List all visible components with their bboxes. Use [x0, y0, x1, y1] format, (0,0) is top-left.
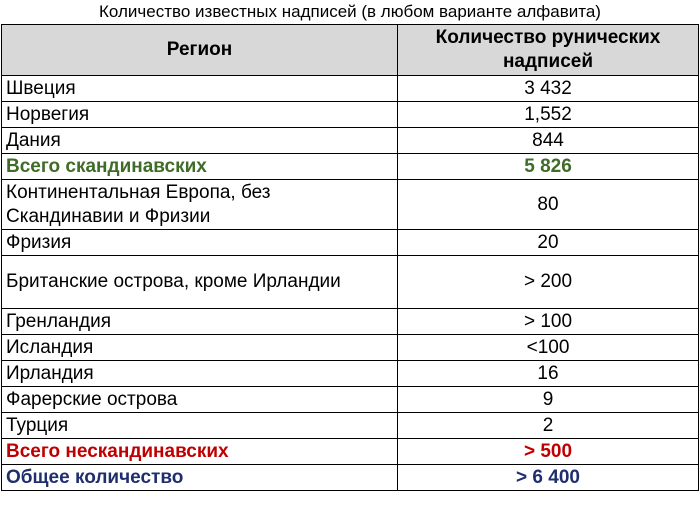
- count-cell: <100: [398, 335, 699, 361]
- table-row: [2, 361, 699, 387]
- region-cell: Континентальная Европа, без Скандинавии и Фризии: [2, 180, 398, 230]
- region-cell: Дания: [2, 128, 398, 154]
- table-row: [2, 76, 699, 102]
- count-cell: 844: [398, 128, 699, 154]
- table-row-total-scandinavian: [2, 154, 699, 180]
- count-cell: 16: [398, 361, 699, 387]
- table-row: [2, 128, 699, 154]
- region-cell: Ирландия: [2, 361, 398, 387]
- count-cell: > 100: [398, 309, 699, 335]
- table-row-total-nonscandinavian: [2, 439, 699, 465]
- table-row: [2, 387, 699, 413]
- region-column-header: Регион: [2, 25, 398, 76]
- region-cell: Турция: [2, 413, 398, 439]
- region-cell: Фризия: [2, 230, 398, 256]
- region-cell: Исландия: [2, 335, 398, 361]
- count-cell: 1,552: [398, 102, 699, 128]
- table-row: [2, 180, 699, 230]
- table-row: [2, 256, 699, 309]
- count-cell: 5 826: [398, 154, 699, 180]
- region-cell: Фарерские острова: [2, 387, 398, 413]
- count-cell: 3 432: [398, 76, 699, 102]
- region-cell: Гренландия: [2, 309, 398, 335]
- table-row-grand-total: [2, 465, 699, 491]
- region-cell: Общее количество: [2, 465, 398, 491]
- count-cell: > 6 400: [398, 465, 699, 491]
- table-row: [2, 230, 699, 256]
- region-cell: Норвегия: [2, 102, 398, 128]
- region-cell: Всего скандинавских: [2, 154, 398, 180]
- table-header-row: [2, 25, 699, 76]
- table-body: [2, 76, 699, 491]
- region-cell: Британские острова, кроме Ирландии: [2, 256, 398, 309]
- count-column-header: Количество рунических надписей: [398, 25, 699, 76]
- table-row: [2, 335, 699, 361]
- count-cell: > 500: [398, 439, 699, 465]
- runic-inscriptions-table: [1, 24, 699, 491]
- count-cell: 20: [398, 230, 699, 256]
- count-cell: 9: [398, 387, 699, 413]
- count-cell: > 200: [398, 256, 699, 309]
- region-cell: Всего нескандинавских: [2, 439, 398, 465]
- region-cell: Швеция: [2, 76, 398, 102]
- table-caption: Количество известных надписей (в любом варианте алфавита): [99, 2, 601, 21]
- table-row: [2, 102, 699, 128]
- count-cell: 2: [398, 413, 699, 439]
- table-row: [2, 309, 699, 335]
- count-cell: 80: [398, 180, 699, 230]
- table-row: [2, 413, 699, 439]
